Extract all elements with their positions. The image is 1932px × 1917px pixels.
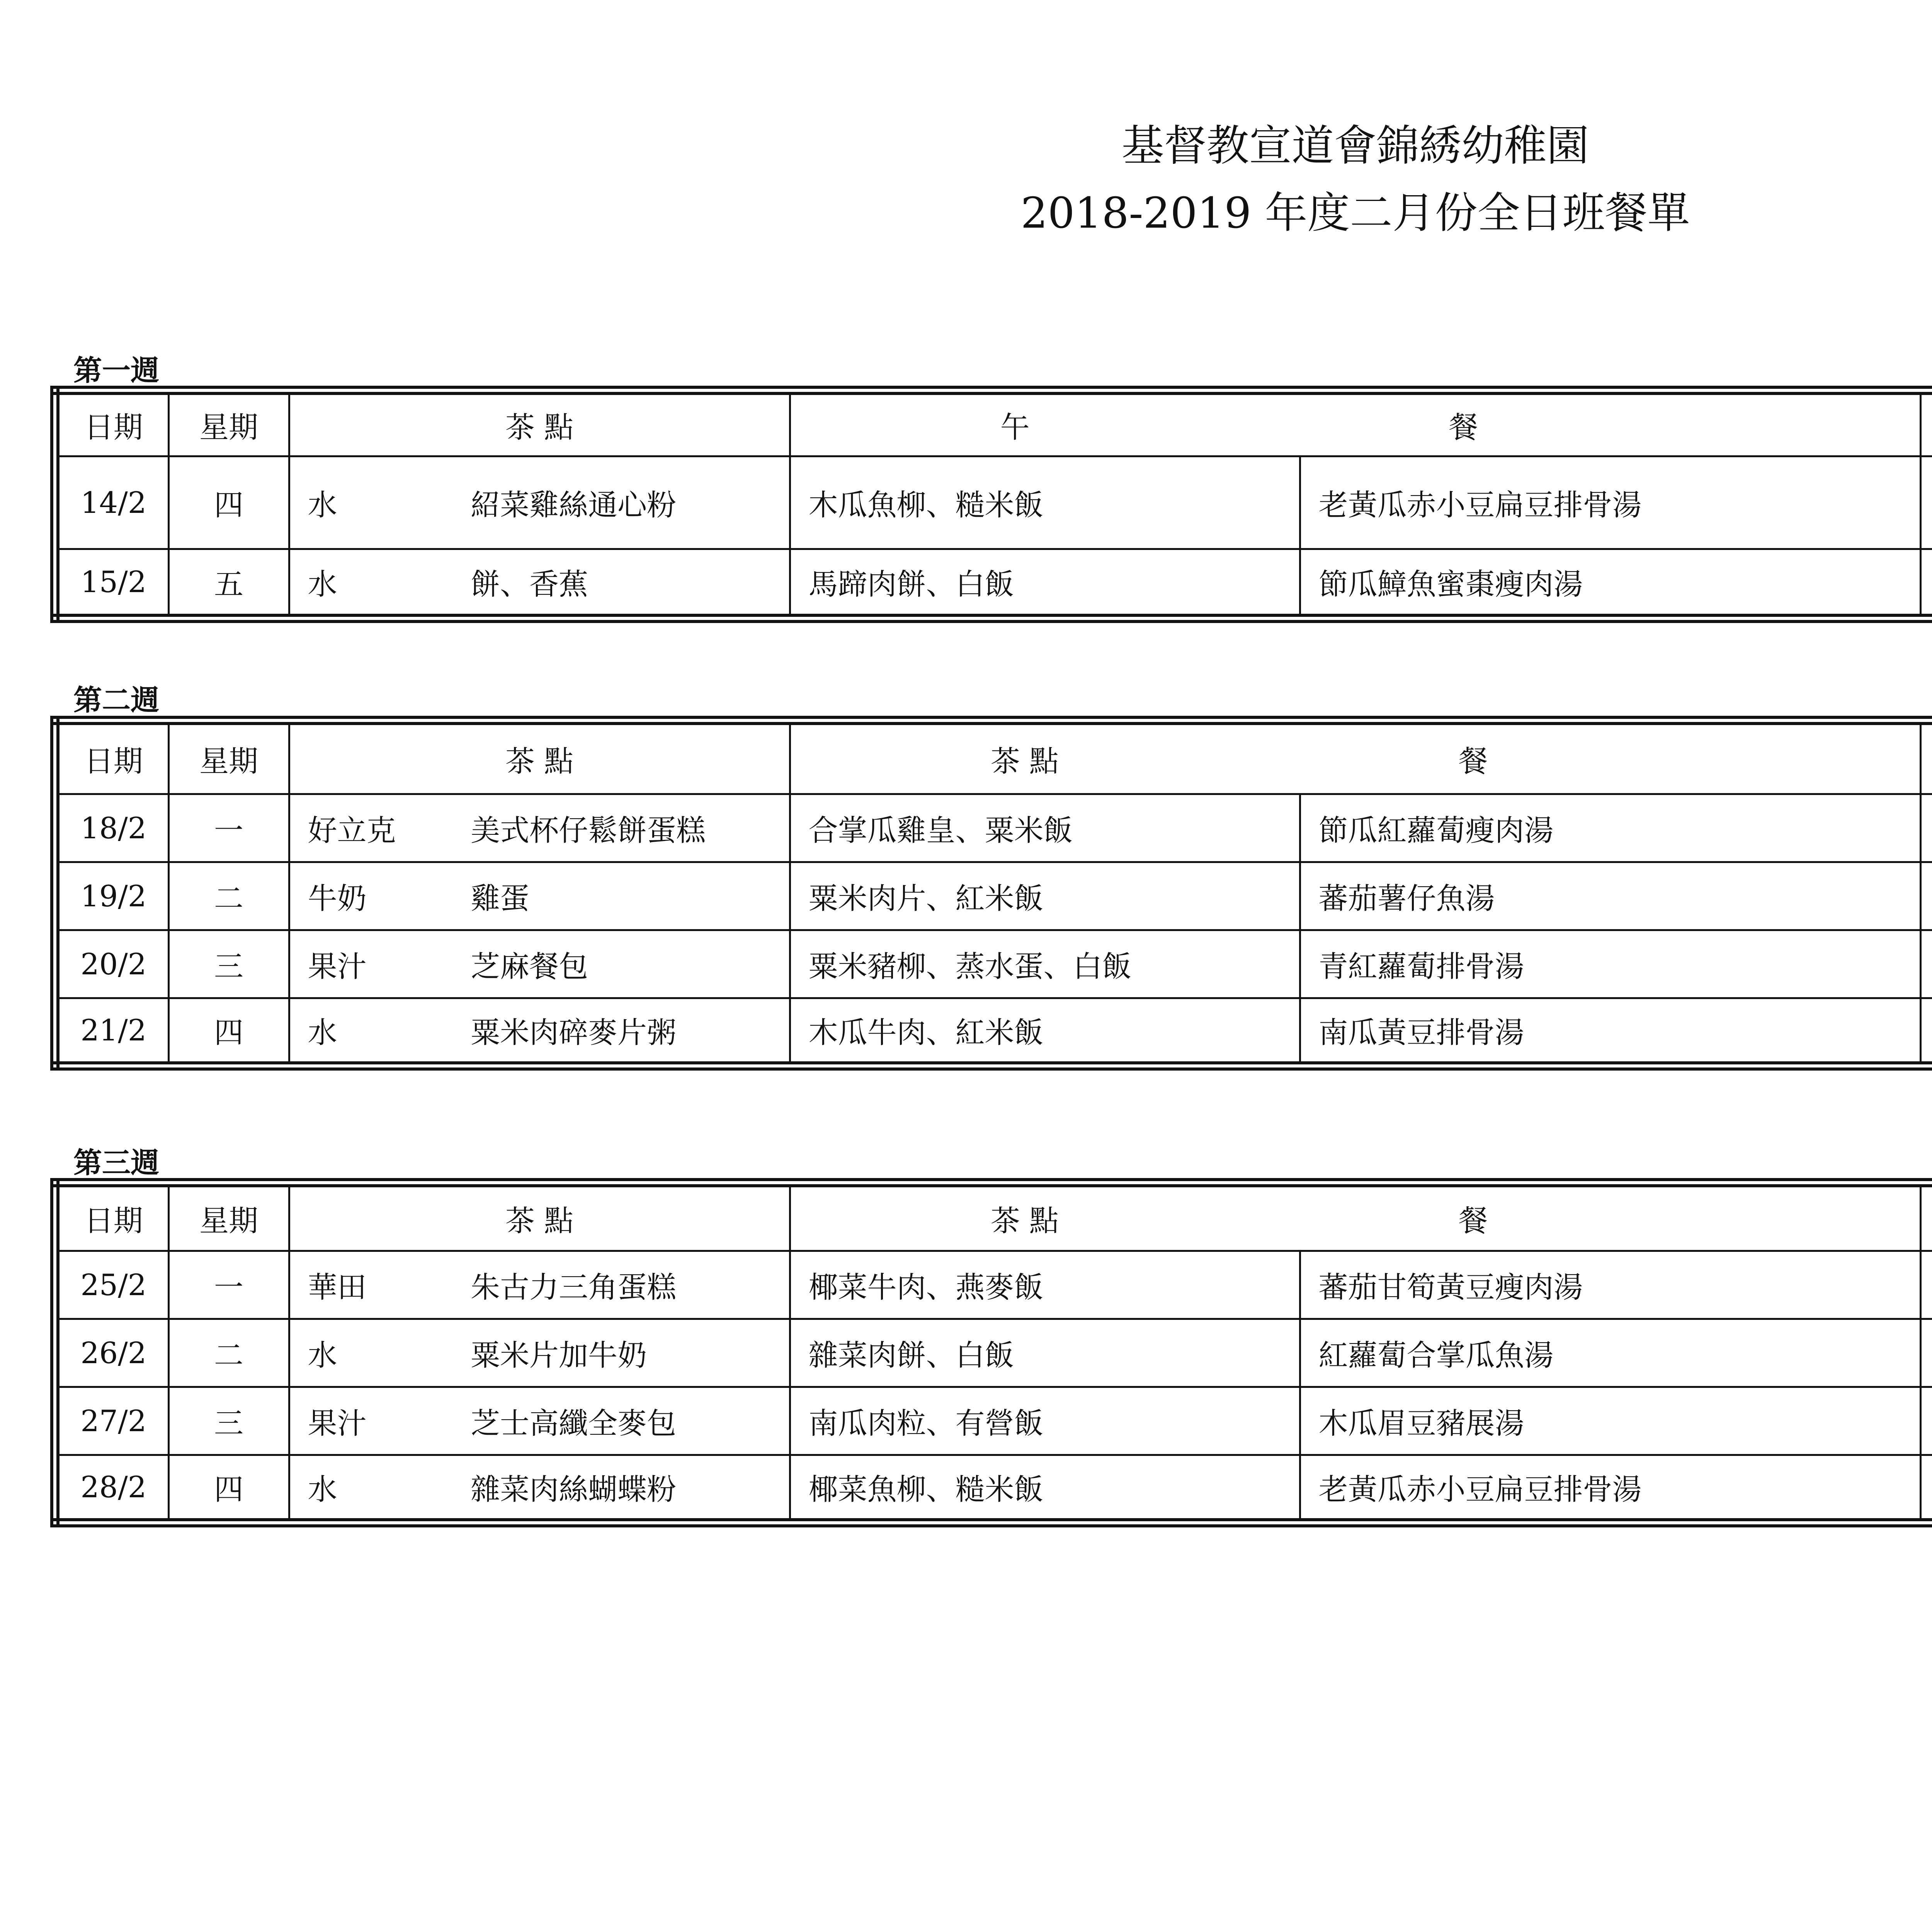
table-row [55, 1455, 1932, 1523]
table-row [55, 930, 1932, 998]
date-cell: 18/2 [55, 794, 168, 862]
week-1-table [50, 386, 1932, 623]
snack-cell: 雜菜肉絲蝴蝶粉 [471, 1455, 790, 1523]
date-cell: 19/2 [55, 862, 168, 930]
lunch-main-cell: 椰菜魚柳、糙米飯 [790, 1455, 1300, 1523]
header-lunch: 茶 點 餐 [790, 720, 1920, 794]
lunch-soup-cell: 南瓜黃豆排骨湯 [1300, 998, 1920, 1066]
lunch-main-cell: 粟米肉片、紅米飯 [790, 862, 1300, 930]
table-row [55, 1251, 1932, 1319]
snack-cell: 粟米肉碎麥片粥 [471, 998, 790, 1066]
table-row [55, 998, 1932, 1066]
header-date: 日期 [55, 390, 168, 456]
snack-cell: 餅、香蕉 [471, 549, 790, 618]
snack-cell: 紹菜雞絲通心粉 [471, 456, 790, 549]
header-row [55, 720, 1932, 794]
drink-cell: 果汁 [289, 930, 471, 998]
snack-cell: 雞蛋 [471, 862, 790, 930]
fruit-cell [1920, 1455, 1932, 1523]
date-cell: 15/2 [55, 549, 168, 618]
school-name: 基督教宣道會錦綉幼稚園 [1121, 121, 1589, 170]
drink-cell: 水 [289, 1455, 471, 1523]
lunch-soup-cell: 老黃瓜赤小豆扁豆排骨湯 [1300, 456, 1920, 549]
header-fruit [1920, 1183, 1932, 1251]
lunch-soup-cell: 節瓜紅蘿蔔瘦肉湯 [1300, 794, 1920, 862]
weekday-cell: 一 [168, 794, 289, 862]
week-3-label: 第三週 [73, 1146, 159, 1180]
header-tea-break: 茶 點 [289, 720, 790, 794]
drink-cell: 牛奶 [289, 862, 471, 930]
week-3-table [50, 1178, 1932, 1527]
drink-cell: 水 [289, 456, 471, 549]
lunch-soup-cell: 老黃瓜赤小豆扁豆排骨湯 [1300, 1455, 1920, 1523]
weekday-cell: 三 [168, 1387, 289, 1455]
weekday-cell: 二 [168, 1319, 289, 1387]
date-cell: 26/2 [55, 1319, 168, 1387]
fruit-cell [1920, 1387, 1932, 1455]
drink-cell: 水 [289, 998, 471, 1066]
drink-cell: 華田 [289, 1251, 471, 1319]
header-lunch: 午 餐 [790, 390, 1920, 456]
weekday-cell: 四 [168, 998, 289, 1066]
date-cell: 20/2 [55, 930, 168, 998]
week-1-label: 第一週 [73, 354, 159, 387]
header-tea-break: 茶 點 [289, 390, 790, 456]
fruit-cell [1920, 1251, 1932, 1319]
weekday-cell: 四 [168, 456, 289, 549]
fruit-cell [1920, 862, 1932, 930]
snack-cell: 芝麻餐包 [471, 930, 790, 998]
lunch-main-cell: 南瓜肉粒、有營飯 [790, 1387, 1300, 1455]
snack-cell: 朱古力三角蛋糕 [471, 1251, 790, 1319]
lunch-soup-cell: 紅蘿蔔合掌瓜魚湯 [1300, 1319, 1920, 1387]
lunch-soup-cell: 蕃茄薯仔魚湯 [1300, 862, 1920, 930]
date-cell: 27/2 [55, 1387, 168, 1455]
lunch-soup-cell: 青紅蘿蔔排骨湯 [1300, 930, 1920, 998]
drink-cell: 果汁 [289, 1387, 471, 1455]
header-date: 日期 [55, 1183, 168, 1251]
lunch-main-cell: 粟米豬柳、蒸水蛋、白飯 [790, 930, 1300, 998]
lunch-main-cell: 雜菜肉餅、白飯 [790, 1319, 1300, 1387]
header-lunch: 茶 點 餐 [790, 1183, 1920, 1251]
header-row [55, 390, 1932, 456]
lunch-soup-cell: 蕃茄甘筍黃豆瘦肉湯 [1300, 1251, 1920, 1319]
week-2-label: 第二週 [73, 684, 159, 717]
header-date: 日期 [55, 720, 168, 794]
lunch-soup-cell: 木瓜眉豆豬展湯 [1300, 1387, 1920, 1455]
weekday-cell: 四 [168, 1455, 289, 1523]
snack-cell: 美式杯仔鬆餅蛋糕 [471, 794, 790, 862]
lunch-main-cell: 馬蹄肉餅、白飯 [790, 549, 1300, 618]
lunch-main-cell: 木瓜魚柳、糙米飯 [790, 456, 1300, 549]
lunch-soup-cell: 節瓜鱆魚蜜棗瘦肉湯 [1300, 549, 1920, 618]
header-weekday: 星期 [168, 1183, 289, 1251]
lunch-main-cell: 椰菜牛肉、燕麥飯 [790, 1251, 1300, 1319]
date-cell: 14/2 [55, 456, 168, 549]
drink-cell: 好立克 [289, 794, 471, 862]
header-weekday: 星期 [168, 720, 289, 794]
header-weekday: 星期 [168, 390, 289, 456]
header-row [55, 1183, 1932, 1251]
lunch-main-cell: 合掌瓜雞皇、粟米飯 [790, 794, 1300, 862]
fruit-cell [1920, 549, 1932, 618]
menu-title: 2018-2019 年度二月份全日班餐單 [1020, 188, 1690, 238]
table-row [55, 549, 1932, 618]
table-row [55, 1319, 1932, 1387]
date-cell: 28/2 [55, 1455, 168, 1523]
week-2-table [50, 716, 1932, 1071]
table-row [55, 862, 1932, 930]
fruit-cell [1920, 998, 1932, 1066]
header-fruit [1920, 720, 1932, 794]
weekday-cell: 二 [168, 862, 289, 930]
weekday-cell: 三 [168, 930, 289, 998]
snack-cell: 芝士高纖全麥包 [471, 1387, 790, 1455]
table-row [55, 1387, 1932, 1455]
fruit-cell [1920, 1319, 1932, 1387]
header-fruit [1920, 390, 1932, 456]
drink-cell: 水 [289, 1319, 471, 1387]
date-cell: 21/2 [55, 998, 168, 1066]
weekday-cell: 一 [168, 1251, 289, 1319]
fruit-cell [1920, 456, 1932, 549]
header-tea-break: 茶 點 [289, 1183, 790, 1251]
drink-cell: 水 [289, 549, 471, 618]
fruit-cell [1920, 794, 1932, 862]
date-cell: 25/2 [55, 1251, 168, 1319]
weekday-cell: 五 [168, 549, 289, 618]
fruit-cell [1920, 930, 1932, 998]
lunch-main-cell: 木瓜牛肉、紅米飯 [790, 998, 1300, 1066]
snack-cell: 粟米片加牛奶 [471, 1319, 790, 1387]
table-row [55, 794, 1932, 862]
table-row [55, 456, 1932, 549]
